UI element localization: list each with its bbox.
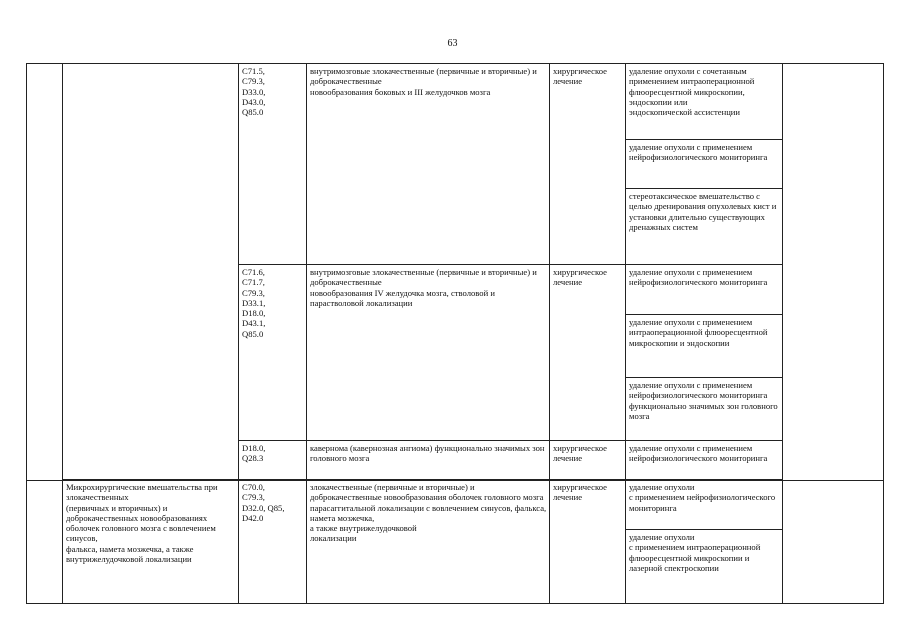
table-row	[27, 64, 884, 140]
treatment-type-cell: хирургическое лечение	[550, 64, 626, 265]
standard-cost-cell	[783, 480, 884, 604]
icd-codes-cell: C70.0, C79.3, D32.0, Q85, D42.0	[239, 480, 307, 604]
treatment-method-cell: удаление опухоли с применением нейрофизиологического мониторинга	[626, 140, 783, 189]
icd-codes-cell: D18.0, Q28.3	[239, 441, 307, 481]
treatment-method-cell: удаление опухоли с применением интраоперационной флюоресцентной микроскопии и эндоскопии	[626, 315, 783, 378]
page-number: 63	[447, 38, 458, 49]
treatment-method-cell: удаление опухоли с применением нейрофизиологического мониторинга	[626, 441, 783, 481]
patient-model-cell: кавернома (кавернозная ангиома) функционально значимых зон головного мозга	[307, 441, 550, 481]
medical-care-table	[26, 63, 884, 481]
treatment-method-cell: удаление опухоли с сочетанным применением интраоперационной флюоресцентной микроскопии, эндоскопии или эндоскопической ассистенции	[626, 64, 783, 140]
treatment-method-cell: удаление опухоли с применением нейрофизиологического мониторинга функционально значимых зон головного мозга	[626, 378, 783, 441]
treatment-type-cell: хирургическое лечение	[550, 441, 626, 481]
standard-cost-cell	[783, 64, 884, 481]
treatment-type-cell: хирургическое лечение	[550, 265, 626, 441]
group-cell: Микрохирургические вмешательства при злокачественных (первичных и вторичных) и доброкачественных новообразованиях оболочек головного мозга с вовлечением синусов, фалькса, намета мозжечка, а также внутрижелудочковой локализации	[63, 480, 239, 604]
row-number-cell	[27, 64, 63, 481]
treatment-method-cell: удаление опухоли с применением нейрофизиологического мониторинга	[626, 265, 783, 315]
group-cell	[63, 64, 239, 481]
icd-codes-cell: C71.6, C71.7, C79.3, D33.1, D18.0, D43.1, Q85.0	[239, 265, 307, 441]
treatment-method-cell: стереотаксическое вмешательство с целью дренирования опухолевых кист и установки длительно существующих дренажных систем	[626, 189, 783, 265]
patient-model-cell: внутримозговые злокачественные (первичные и вторичные) и доброкачественные новообразования боковых и III желудочков мозга	[307, 64, 550, 265]
medical-care-table-continued	[26, 479, 884, 604]
patient-model-cell: внутримозговые злокачественные (первичные и вторичные) и доброкачественные новообразования IV желудочка мозга, стволовой и парастволовой локализации	[307, 265, 550, 441]
row-number-cell	[27, 480, 63, 604]
treatment-method-cell: удаление опухоли с применением нейрофизиологического мониторинга	[626, 480, 783, 530]
treatment-method-cell: удаление опухоли с применением интраоперационной флюоресцентной микроскопии и лазерной спектроскопии	[626, 530, 783, 604]
treatment-type-cell: хирургическое лечение	[550, 480, 626, 604]
patient-model-cell: злокачественные (первичные и вторичные) и доброкачественные новообразования оболочек головного мозга парасаггитальной локализации с вовлечением синусов, фалькса, намета мозжечка, а также внутрижелудочковой локализации	[307, 480, 550, 604]
table-row	[27, 480, 884, 530]
icd-codes-cell: C71.5, C79.3, D33.0, D43.0, Q85.0	[239, 64, 307, 265]
